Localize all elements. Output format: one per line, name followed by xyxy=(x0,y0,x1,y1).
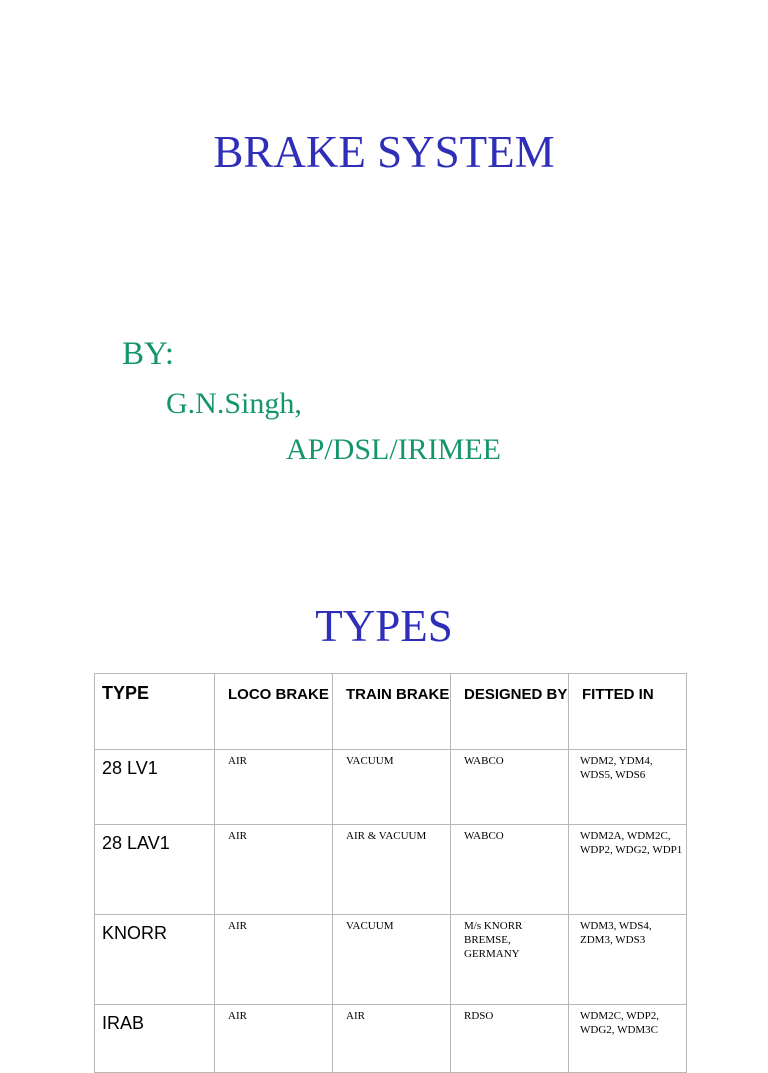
cell-loco-brake: AIR xyxy=(215,915,333,1005)
cell-loco-brake: AIR xyxy=(215,825,333,915)
table-header-row xyxy=(95,674,687,750)
document-title: BRAKE SYSTEM xyxy=(213,127,555,177)
cell-train-brake: VACUUM xyxy=(333,915,451,1005)
table-row xyxy=(95,1005,687,1073)
header-fitted-in: FITTED IN xyxy=(569,674,687,750)
cell-fitted-in: WDM2C, WDP2, WDG2, WDM3C xyxy=(569,1005,687,1073)
cell-type: 28 LV1 xyxy=(95,750,215,825)
header-train-brake: TRAIN BRAKE xyxy=(333,674,451,750)
cell-designed-by: WABCO xyxy=(451,750,569,825)
cell-fitted-in: WDM2, YDM4, WDS5, WDS6 xyxy=(569,750,687,825)
cell-loco-brake: AIR xyxy=(215,1005,333,1073)
cell-designed-by: WABCO xyxy=(451,825,569,915)
by-label: BY: xyxy=(122,336,174,372)
cell-fitted-in: WDM3, WDS4, ZDM3, WDS3 xyxy=(569,915,687,1005)
header-loco-brake: LOCO BRAKE xyxy=(215,674,333,750)
cell-designed-by: RDSO xyxy=(451,1005,569,1073)
cell-train-brake: AIR & VACUUM xyxy=(333,825,451,915)
author-designation: AP/DSL/IRIMEE xyxy=(286,433,502,466)
header-type: TYPE xyxy=(95,674,215,750)
cell-train-brake: VACUUM xyxy=(333,750,451,825)
cell-train-brake: AIR xyxy=(333,1005,451,1073)
cell-type: 28 LAV1 xyxy=(95,825,215,915)
section-title: TYPES xyxy=(315,601,453,651)
table-row xyxy=(95,915,687,1005)
author-name: G.N.Singh, xyxy=(166,387,302,420)
header-designed-by: DESIGNED BY xyxy=(451,674,569,750)
cell-type: KNORR xyxy=(95,915,215,1005)
cell-type: IRAB xyxy=(95,1005,215,1073)
cell-fitted-in: WDM2A, WDM2C, WDP2, WDG2, WDP1 xyxy=(569,825,687,915)
table-row xyxy=(95,825,687,915)
cell-designed-by: M/s KNORR BREMSE, GERMANY xyxy=(451,915,569,1005)
table-row xyxy=(95,750,687,825)
brake-types-table xyxy=(94,673,687,1073)
cell-loco-brake: AIR xyxy=(215,750,333,825)
